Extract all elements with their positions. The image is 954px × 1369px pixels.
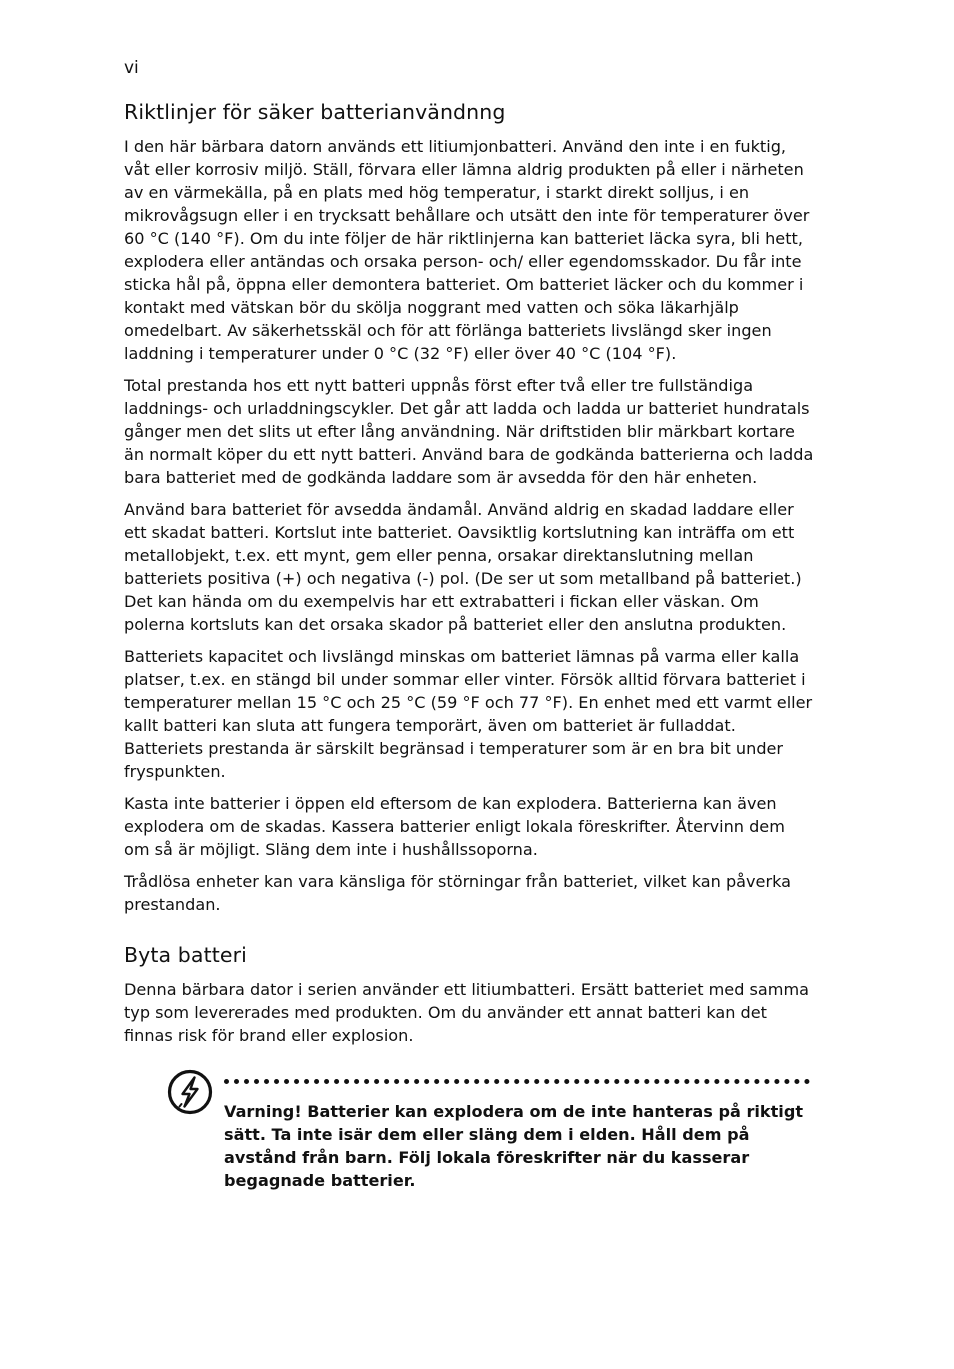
paragraph: Batteriets kapacitet och livslängd minskas om batteriet lämnas på varma eller kalla platser, t.ex. en stängd bil under sommar eller vinter. Försök alltid förvara batteriet i temperaturer mellan 15 °C och 25 °C (59 °F och 77 °F). En enhet med ett varmt eller kallt batteri kan sluta att fungera temporärt, även om batteriet är fulladdat. Batteriets prestanda är särskilt begränsad i temperaturer som är en bra bit under fryspunkten. — [124, 647, 813, 781]
warning-text: Varning! Batterier kan explodera om de inte hanteras på riktigt sätt. Ta inte isär dem eller släng dem i elden. Håll dem på avstånd från barn. Följ lokala föreskrifter när du kasserar begagnade batterier. — [224, 1102, 804, 1190]
paragraph: Total prestanda hos ett nytt batteri uppnås först efter två eller tre fullständiga laddnings- och urladdningscykler. Det går att ladda och ladda ur batteriet hundratals gånger men det slits ut efter lång användning. När driftstiden blir märkbart kortare än normalt köper du ett nytt batteri. Använd bara de godkända batterierna och ladda bara batteriet med de godkända laddare som är avsedda för den här enheten. — [124, 376, 814, 487]
section-heading-battery-guidelines: Riktlinjer för säker batterianvändnng — [124, 100, 506, 124]
page-number: vi — [124, 58, 139, 78]
paragraph: I den här bärbara datorn används ett litiumjonbatteri. Använd den inte i en fuktig, våt eller korrosiv miljö. Ställ, förvara eller lämna aldrig produkten på eller i närheten av en värmekälla, på en plats med hög temperatur, i starkt direkt solljus, i en mikrovågsugn eller i en trycksatt behållare och utsätt den inte för temperaturer över 60 °C (140 °F). Om du inte följer de här riktlinjerna kan batteriet läcka syra, bli hett, explodera eller antändas och orsaka person- och/ eller egendomsskador. Du får inte sticka hål på, öppna eller demontera batteriet. Om batteriet läcker och du kommer i kontakt med vätskan bör du skölja noggrant med vatten och söka läkarhjälp omedelbart. Av säkerhetsskäl och för att förlänga batteriets livslängd sker ingen laddning i temperaturer under 0 °C (32 °F) eller över 40 °C (104 °F). — [124, 137, 810, 363]
warning-lightning-icon — [167, 1069, 213, 1115]
page-content — [124, 99, 814, 1197]
warning-note — [124, 1057, 814, 1197]
paragraph: Denna bärbara dator i serien använder ett litiumbatteri. Ersätt batteriet med samma typ som levererades med produkten. Om du använder ett annat batteri kan det finnas risk för brand eller explosion. — [124, 980, 809, 1045]
section-heading-replace-battery: Byta batteri — [124, 943, 247, 967]
dotted-divider — [224, 1079, 810, 1084]
paragraph: Trådlösa enheter kan vara känsliga för störningar från batteriet, vilket kan påverka prestandan. — [124, 872, 791, 914]
paragraph: Kasta inte batterier i öppen eld eftersom de kan explodera. Batterierna kan även explodera om de skadas. Kassera batterier enligt lokala föreskrifter. Återvinn dem om så är möjligt. Släng dem inte i hushållssoporna. — [124, 794, 785, 859]
paragraph: Använd bara batteriet för avsedda ändamål. Använd aldrig en skadad laddare eller ett skadat batteri. Kortslut inte batteriet. Oavsiktlig kortslutning kan inträffa om ett metallobjekt, t.ex. ett mynt, gem eller penna, orsakar direktanslutning mellan batteriets positiva (+) och negativa (-) pol. (De ser ut som metallband på batteriet.) Det kan hända om du exempelvis har ett extrabatteri i fickan eller väskan. Om polerna kortsluts kan det orsaka skador på batteriet eller den anslutna produkten. — [124, 500, 802, 634]
